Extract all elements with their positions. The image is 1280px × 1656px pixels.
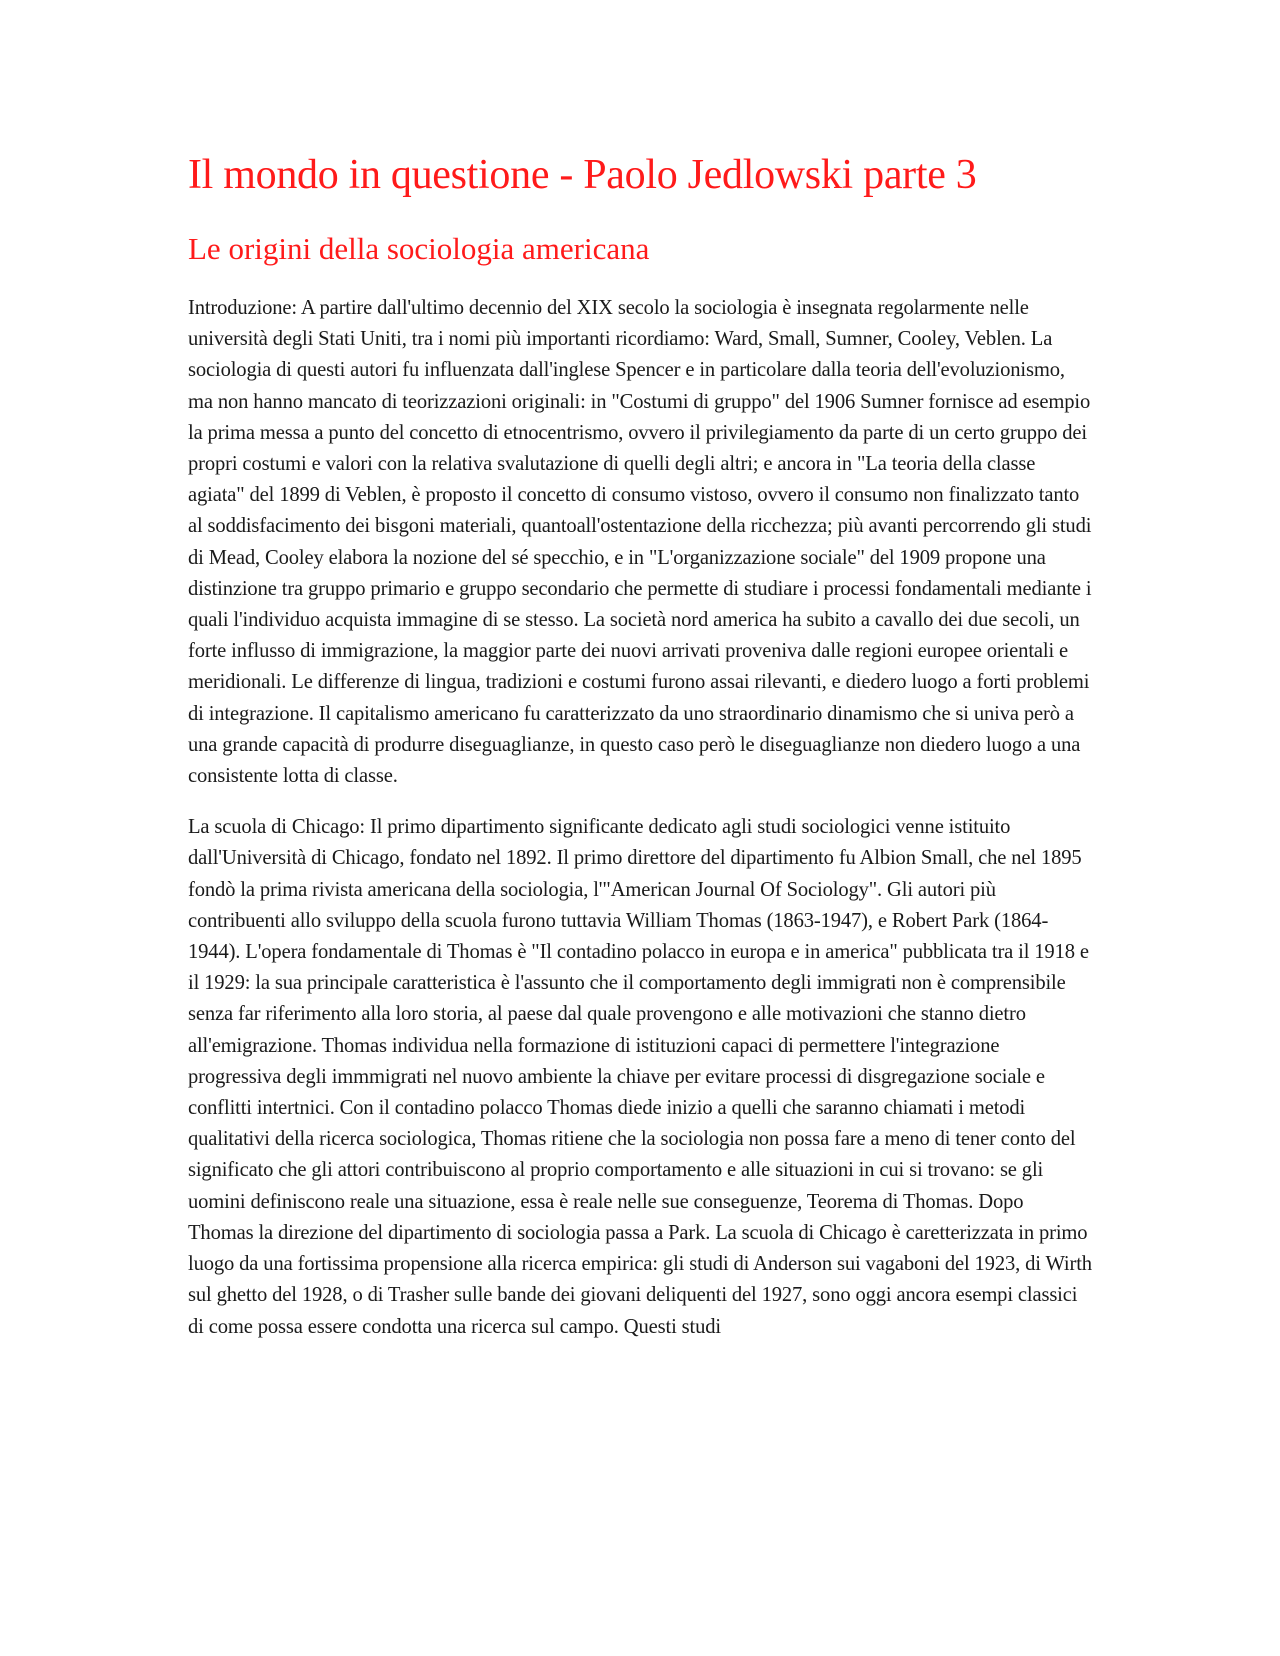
paragraph-scuola-di-chicago: La scuola di Chicago: Il primo dipartimento significante dedicato agli studi sociologici venne istituito dall'Università di Chicago, fondato nel 1892. Il primo direttore del dipartimento fu Albion Small, che nel 1895 fondò la prima rivista americana della sociologia, l'"American Journal Of Sociology". Gli autori più contribuenti allo sviluppo della scuola furono tuttavia William Thomas (1863-1947), e Robert Park (1864-1944). L'opera fondamentale di Thomas è "Il contadino polacco in europa e in america" pubblicata tra il 1918 e il 1929: la sua principale caratteristica è l'assunto che il comportamento degli immigrati non è comprensibile senza far riferimento alla loro storia, al paese dal quale provengono e alle motivazioni che stanno dietro all'emigrazione. Thomas individua nella formazione di istituzioni capaci di permettere l'integrazione progressiva degli immmigrati nel nuovo ambiente la chiave per evitare processi di disgregazione sociale e conflitti intertnici. Con il contadino polacco Thomas diede inizio a quelli che saranno chiamati i metodi qualitativi della ricerca sociologica, Thomas ritiene che la sociologia non possa fare a meno di tener conto del significato che gli attori contribuiscono al proprio comportamento e alle situazioni in cui si trovano: se gli uomini definiscono reale una situazione, essa è reale nelle sue conseguenze, Teorema di Thomas. Dopo Thomas la direzione del dipartimento di sociologia passa a Park. La scuola di Chicago è caretterizzata in primo luogo da una fortissima propensione alla ricerca empirica: gli studi di Anderson sui vagaboni del 1923, di Wirth sul ghetto del 1928, o di Trasher sulle bande dei giovani deliquenti del 1927, sono oggi ancora esempi classici di come possa essere condotta una ricerca sul campo. Questi studi xyxy=(188,816,1092,1338)
paragraph-introduzione: Introduzione: A partire dall'ultimo decennio del XIX secolo la sociologia è insegnata regolarmente nelle università degli Stati Uniti, tra i nomi più importanti ricordiamo: Ward, Small, Sumner, Cooley, Veblen. La sociologia di questi autori fu influenzata dall'inglese Spencer e in particolare dalla teoria dell'evoluzionismo, ma non hanno mancato di teorizzazioni originali: in "Costumi di gruppo" del 1906 Sumner fornisce ad esempio la prima messa a punto del concetto di etnocentrismo, ovvero il privilegiamento da parte di un certo gruppo dei propri costumi e valori con la relativa svalutazione di quelli degli altri; e ancora in "La teoria della classe agiata" del 1899 di Veblen, è proposto il concetto di consumo vistoso, ovvero il consumo non finalizzato tanto al soddisfacimento dei bisgoni materiali, quantoall'ostentazione della ricchezza; più avanti percorrendo gli studi di Mead, Cooley elabora la nozione del sé specchio, e in "L'organizzazione sociale" del 1909 propone una distinzione tra gruppo primario e gruppo secondario che permette di studiare i processi fondamentali mediante i quali l'individuo acquista immagine di se stesso. La società nord america ha subito a cavallo dei due secoli, un forte influsso di immigrazione, la maggior parte dei nuovi arrivati proveniva dalle regioni europee orientali e meridionali. Le differenze di lingua, tradizioni e costumi furono assai rilevanti, e diedero luogo a forti problemi di integrazione. Il capitalismo americano fu caratterizzato da uno straordinario dinamismo che si univa però a una grande capacità di produrre diseguaglianze, in questo caso però le diseguaglianze non diedero luogo a una consistente lotta di classe. xyxy=(188,297,1092,788)
section-title: Le origini della sociologia americana xyxy=(188,231,650,266)
document-title: Il mondo in questione - Paolo Jedlowski parte 3 xyxy=(188,152,977,198)
document-page xyxy=(188,150,1093,1363)
